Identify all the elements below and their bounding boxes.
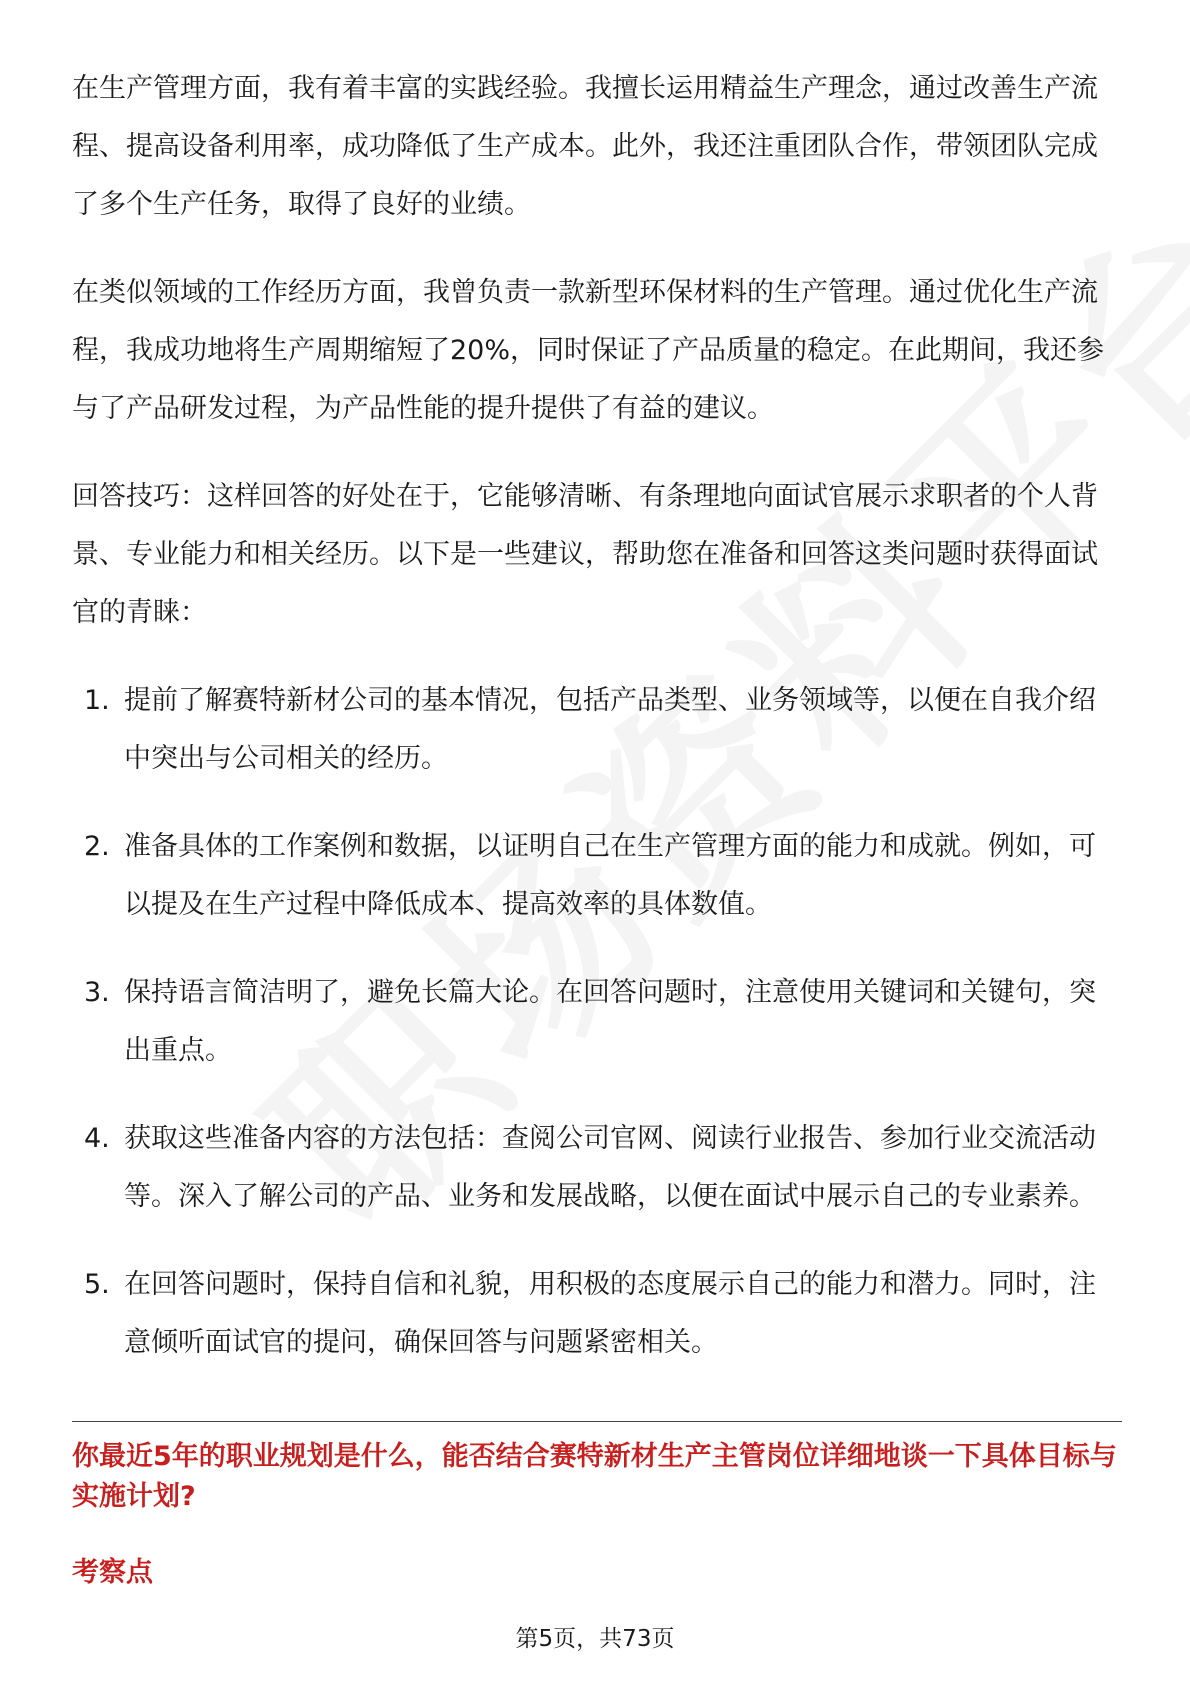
list-item-text: 保持语言简洁明了，避免长篇大论。在回答问题时，注意使用关键词和关键句，突出重点。 bbox=[124, 977, 1096, 1066]
list-item-number: 1. bbox=[84, 685, 110, 716]
list-item-number: 5. bbox=[84, 1269, 110, 1300]
section-divider bbox=[72, 1421, 1122, 1422]
paragraph-answer-tips: 回答技巧：这样回答的好处在于，它能够清晰、有条理地向面试官展示求职者的个人背景、专业能力和相关经历。以下是一些建议，帮助您在准备和回答这类问题时获得面试官的青睐： bbox=[72, 481, 1098, 628]
paragraph-experience: 在生产管理方面，我有着丰富的实践经验。我擅长运用精益生产理念，通过改善生产流程、提高设备利用率，成功降低了生产成本。此外，我还注重团队合作，带领团队完成了多个生产任务，取得了良好的业绩。 bbox=[72, 73, 1098, 220]
tips-list bbox=[72, 672, 1122, 1372]
list-item-text: 在回答问题时，保持自信和礼貌，用积极的态度展示自己的能力和潜力。同时，注意倾听面试官的提问，确保回答与问题紧密相关。 bbox=[124, 1269, 1096, 1358]
list-item-text: 准备具体的工作案例和数据，以证明自己在生产管理方面的能力和成就。例如，可以提及在生产过程中降低成本、提高效率的具体数值。 bbox=[124, 831, 1096, 920]
section-label-assessment-points: 考察点 bbox=[72, 1557, 153, 1588]
list-item bbox=[72, 964, 1122, 1080]
paragraph-related-work: 在类似领域的工作经历方面，我曾负责一款新型环保材料的生产管理。通过优化生产流程，我成功地将生产周期缩短了20%，同时保证了产品质量的稳定。在此期间，我还参与了产品研发过程，为产品性能的提升提供了有益的建议。 bbox=[72, 277, 1105, 424]
list-item-number: 4. bbox=[84, 1123, 110, 1154]
list-item bbox=[72, 672, 1122, 788]
list-item-text: 获取这些准备内容的方法包括：查阅公司官网、阅读行业报告、参加行业交流活动等。深入了解公司的产品、业务和发展战略，以便在面试中展示自己的专业素养。 bbox=[124, 1123, 1096, 1212]
list-item bbox=[72, 818, 1122, 934]
list-item-text: 提前了解赛特新材公司的基本情况，包括产品类型、业务领域等，以便在自我介绍中突出与公司相关的经历。 bbox=[124, 685, 1096, 774]
document-body bbox=[72, 60, 1122, 1402]
list-item-number: 2. bbox=[84, 831, 110, 862]
question-heading: 你最近5年的职业规划是什么，能否结合赛特新材生产主管岗位详细地谈一下具体目标与实施计划? bbox=[72, 1441, 1117, 1512]
page-number: 第5页，共73页 bbox=[515, 1626, 675, 1652]
list-item bbox=[72, 1256, 1122, 1372]
list-item bbox=[72, 1110, 1122, 1226]
list-item-number: 3. bbox=[84, 977, 110, 1008]
